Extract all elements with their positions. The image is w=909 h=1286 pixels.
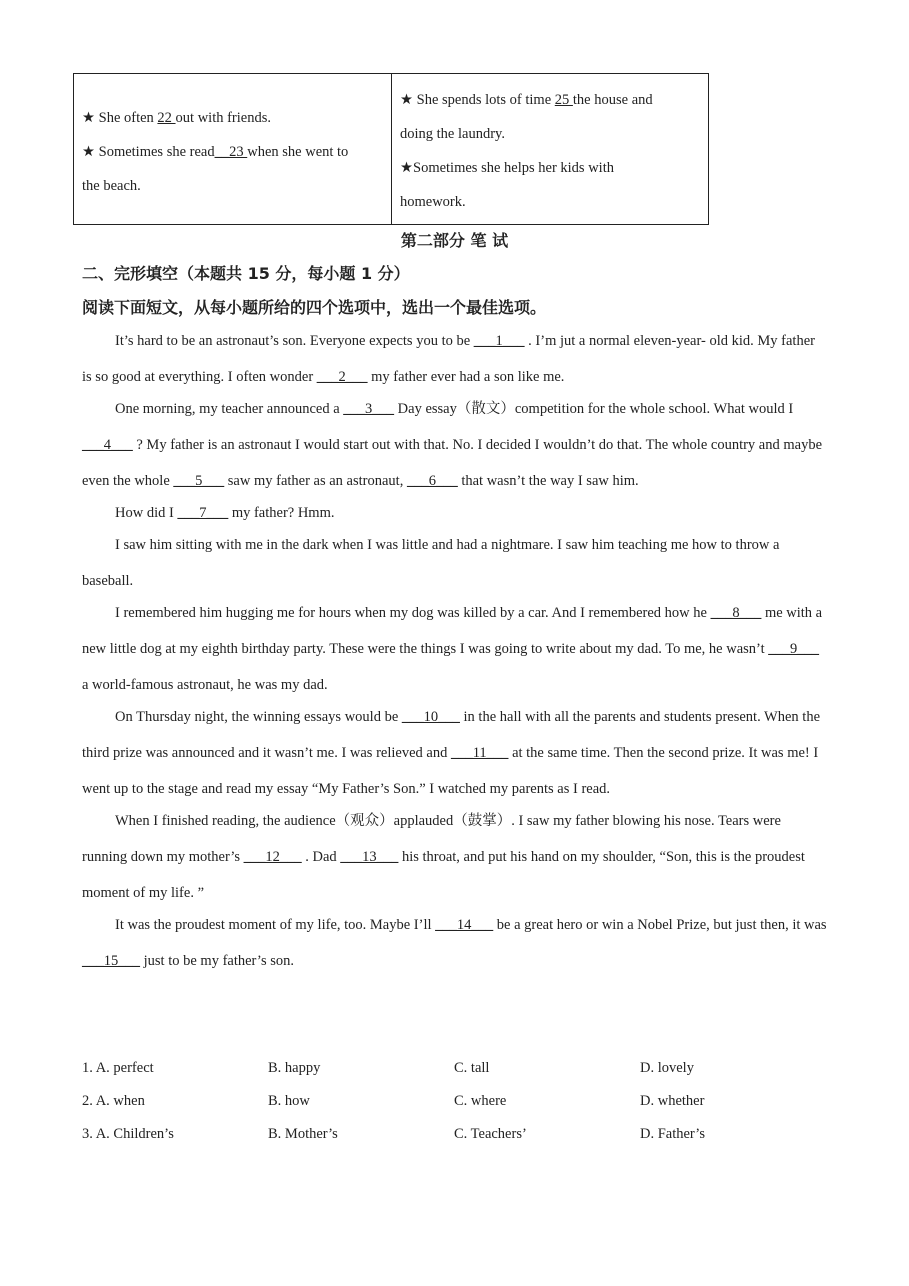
option: B. happy	[268, 1060, 321, 1076]
text: It was the proudest moment of my life, too. Maybe I’ll	[115, 917, 436, 933]
option: B. Mother’s	[268, 1126, 338, 1142]
text: the house and	[572, 92, 653, 108]
paragraph-4: I saw him sitting with me in the dark when I was little and had a nightmare. I saw him teaching me how to throw a baseball.	[82, 537, 780, 589]
text: ★ She often	[82, 110, 158, 126]
section-heading: 二、完形填空（本题共 15 分，每小题 1 分）	[82, 264, 410, 283]
table-cell-left	[74, 74, 392, 224]
text: at the same time. Then the second prize. It was me! I went up to the stage and read my essay “My Father’s Son.” I watched my parents as I read.	[82, 745, 819, 797]
text: me with a new little dog at my eighth birthday party. These were the things I was going to write about my dad. To me, he wasn’t	[82, 605, 823, 657]
blank-12: ___12___	[243, 849, 302, 865]
blank-9: ___9___	[768, 641, 820, 657]
text: How did I	[115, 505, 178, 521]
blank-15: ___15___	[82, 953, 140, 969]
text: One morning, my teacher announced a	[115, 401, 344, 417]
blank-3: ___3___	[343, 401, 395, 417]
answer-options	[82, 1052, 827, 1151]
cloze-passage	[82, 323, 827, 979]
text: when she went to	[247, 144, 349, 160]
blank-7: ___7___	[177, 505, 229, 521]
text: ★ She spends lots of time	[400, 92, 555, 108]
table-left-line-2	[82, 135, 383, 169]
blank-25: 25	[554, 92, 573, 108]
text: a world-famous astronaut, he was my dad.	[82, 677, 328, 693]
blank-10: ___10___	[401, 709, 460, 725]
table-right-line-3: ★Sometimes she helps her kids with	[400, 160, 614, 176]
blank-2: ___2___	[316, 369, 368, 385]
paragraph-3	[82, 495, 827, 531]
option-row-2	[82, 1085, 827, 1118]
table-cell-right	[392, 74, 708, 224]
option-row-1	[82, 1052, 827, 1085]
table-right-line-4: homework.	[400, 194, 466, 210]
section-title: 第二部分 笔 试	[400, 231, 509, 250]
paragraph-8	[82, 907, 827, 979]
blank-23: __23	[214, 144, 248, 160]
blank-5: ___5___	[173, 473, 225, 489]
table-right-line-2: doing the laundry.	[400, 126, 505, 142]
text: saw my father as an astronaut,	[224, 473, 407, 489]
text: his throat, and put his hand on my shoulder, “Son, this is the proudest moment of my life. ”	[82, 849, 805, 901]
option: D. whether	[640, 1093, 705, 1109]
option: D. lovely	[640, 1060, 694, 1076]
text: my father ever had a son like me.	[367, 369, 565, 385]
blank-11: ___11___	[450, 745, 509, 761]
text: I remembered him hugging me for hours when my dog was killed by a car. And I remembered how he	[115, 605, 711, 621]
option: B. how	[268, 1093, 310, 1109]
text: . I’m jut a normal eleven-year- old kid. My father is so good at everything. I often wonder	[82, 333, 815, 385]
option: 2. A. when	[82, 1093, 145, 1109]
option: 3. A. Children’s	[82, 1126, 174, 1142]
text: When I finished reading, the audience（观众）applauded（鼓掌）. I saw my father blowing his nose. Tears were running down my mother’s	[82, 813, 781, 865]
text: just to be my father’s son.	[140, 953, 294, 969]
option: C. tall	[454, 1060, 490, 1076]
blank-13: ___13___	[340, 849, 399, 865]
table-right-line-1	[400, 83, 700, 117]
text: my father? Hmm.	[228, 505, 335, 521]
text: On Thursday night, the winning essays would be	[115, 709, 402, 725]
option: C. where	[454, 1093, 507, 1109]
text: out with friends.	[175, 110, 271, 126]
paragraph-2	[82, 391, 827, 499]
option: D. Father’s	[640, 1126, 705, 1142]
table-left-line-3: the beach.	[82, 178, 141, 194]
text: It’s hard to be an astronaut’s son. Everyone expects you to be	[115, 333, 474, 349]
option-row-3	[82, 1118, 827, 1151]
blank-4: ___4___	[82, 437, 133, 453]
blank-14: ___14___	[435, 917, 494, 933]
text: ? My father is an astronaut I would start out with that. No. I decided I wouldn’t do that. The whole country and maybe even the whole	[82, 437, 823, 489]
info-table	[73, 73, 709, 225]
option: C. Teachers’	[454, 1126, 527, 1142]
paragraph-1	[82, 323, 827, 395]
table-left-line-1	[82, 101, 383, 135]
paragraph-5	[82, 595, 827, 703]
blank-6: ___6___	[406, 473, 458, 489]
blank-8: ___8___	[710, 605, 762, 621]
instruction: 阅读下面短文，从每小题所给的四个选项中，选出一个最佳选项。	[82, 298, 547, 317]
text: be a great hero or win a Nobel Prize, but just then, it was	[493, 917, 827, 933]
text: that wasn’t the way I saw him.	[457, 473, 639, 489]
text: in the hall with all the parents and students present. When the third prize was announced and it wasn’t me. I was relieved and	[82, 709, 821, 761]
blank-1: ___1___	[473, 333, 525, 349]
option: 1. A. perfect	[82, 1060, 154, 1076]
text: . Dad	[301, 849, 341, 865]
text: Day essay（散文）competition for the whole school. What would I	[394, 401, 794, 417]
paragraph-6	[82, 699, 827, 807]
paragraph-7	[82, 803, 827, 911]
text: ★ Sometimes she read	[82, 144, 215, 160]
blank-22: 22	[157, 110, 176, 126]
